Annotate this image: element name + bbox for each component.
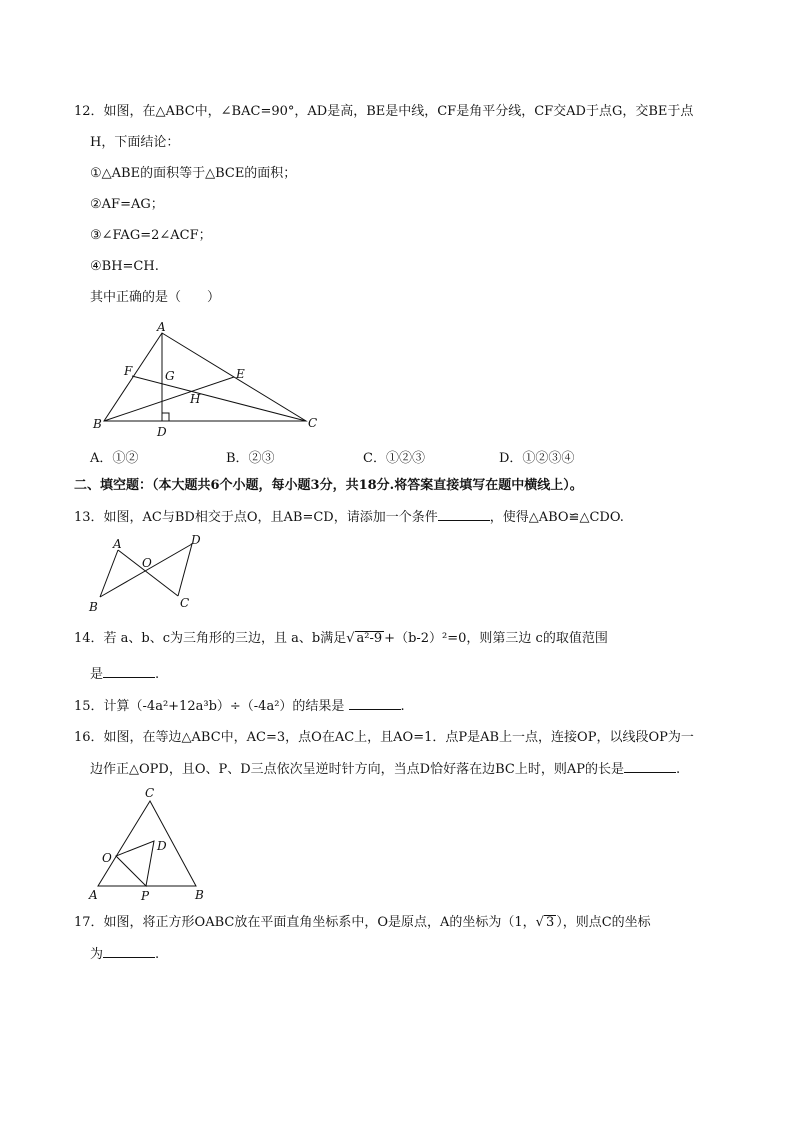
q12-conclusion-2: ②AF=AG；	[90, 197, 164, 212]
q17-text-b: ），则点C的坐标	[556, 915, 651, 930]
label-A: A	[89, 888, 98, 902]
q12-option-c[interactable]: C．①②③	[363, 451, 425, 466]
label-H: H	[190, 392, 201, 406]
q15-text-b: .	[400, 699, 405, 714]
q12-option-b[interactable]: B．②③	[226, 451, 275, 466]
label-C: C	[308, 416, 318, 430]
sqrt-symbol: √	[346, 631, 355, 646]
label-G: G	[165, 369, 175, 383]
sqrt-symbol: √	[535, 915, 544, 930]
q12-conclusion-4: ④BH=CH.	[90, 259, 159, 274]
q12-option-d[interactable]: D．①②③④	[499, 451, 575, 466]
label-O: O	[102, 851, 112, 865]
label-B: B	[195, 888, 204, 902]
q17-text-d: .	[155, 947, 160, 962]
label-F: F	[124, 364, 133, 378]
q12-line2: H，下面结论：	[90, 135, 180, 150]
q13-text-b: ，使得△ABO≌△CDO.	[489, 510, 624, 525]
q12-question: 其中正确的是（ ）	[90, 290, 221, 305]
q14-radicand: a²-9	[356, 631, 383, 646]
q14-text-b: +（b-2）²=0，则第三边 c的取值范围	[384, 631, 608, 646]
q17-line2	[90, 945, 159, 964]
q12-option-a[interactable]: A．①②	[90, 451, 139, 466]
q12-conclusion-3: ③∠FAG=2∠ACF；	[90, 228, 212, 243]
q14-text-c: 是	[90, 667, 104, 682]
label-A: A	[157, 320, 166, 334]
label-A: A	[113, 537, 122, 551]
label-O: O	[142, 556, 152, 570]
q16-text-b: 边作正△OPD，且O、P、D三点依次呈逆时针方向，当点D恰好落在边BC上时，则AP的长是	[90, 762, 624, 777]
label-C: C	[180, 596, 190, 610]
q16-line1: 16．如图，在等边△ABC中，AC=3，点O在AC上，且AO=1．点P是AB上一点，连接OP，以线段OP为一	[74, 730, 694, 745]
label-E: E	[236, 367, 245, 381]
label-D: D	[191, 533, 201, 547]
q14-text-a: 14．若 a、b、c为三角形的三边，且 a、b满足	[74, 631, 347, 646]
label-B: B	[93, 417, 102, 431]
label-C: C	[145, 786, 155, 800]
label-P: P	[141, 889, 150, 903]
q12-conclusion-1: ①△ABE的面积等于△BCE的面积；	[90, 166, 297, 181]
q12-line1: 12．如图，在△ABC中，∠BAC=90°，AD是高，BE是中线，CF是角平分线，CF交AD于点G，交BE于点	[74, 104, 694, 119]
q14-text-d: .	[155, 667, 160, 682]
section-2-heading: 二、填空题：（本大题共6个小题，每小题3分，共18分.将答案直接填写在题中横线上）。	[74, 478, 583, 493]
label-D: D	[157, 839, 167, 853]
q17-radicand: 3	[545, 915, 555, 930]
q17-line1	[74, 914, 651, 932]
q15-text-a: 15．计算（-4a²+12a³b）÷（-4a²）的结果是	[74, 699, 345, 714]
label-B: B	[89, 600, 98, 614]
q16-text-c: .	[675, 762, 681, 777]
q17-text-a: 17．如图，将正方形OABC放在平面直角坐标系中，O是原点，A的坐标为（1，	[74, 915, 536, 930]
q17-answer-blank[interactable]	[103, 945, 155, 958]
label-D: D	[157, 425, 167, 439]
q13-text-a: 13．如图，AC与BD相交于点O，且AB=CD，请添加一个条件	[74, 510, 438, 525]
q17-text-c: 为	[90, 947, 104, 962]
